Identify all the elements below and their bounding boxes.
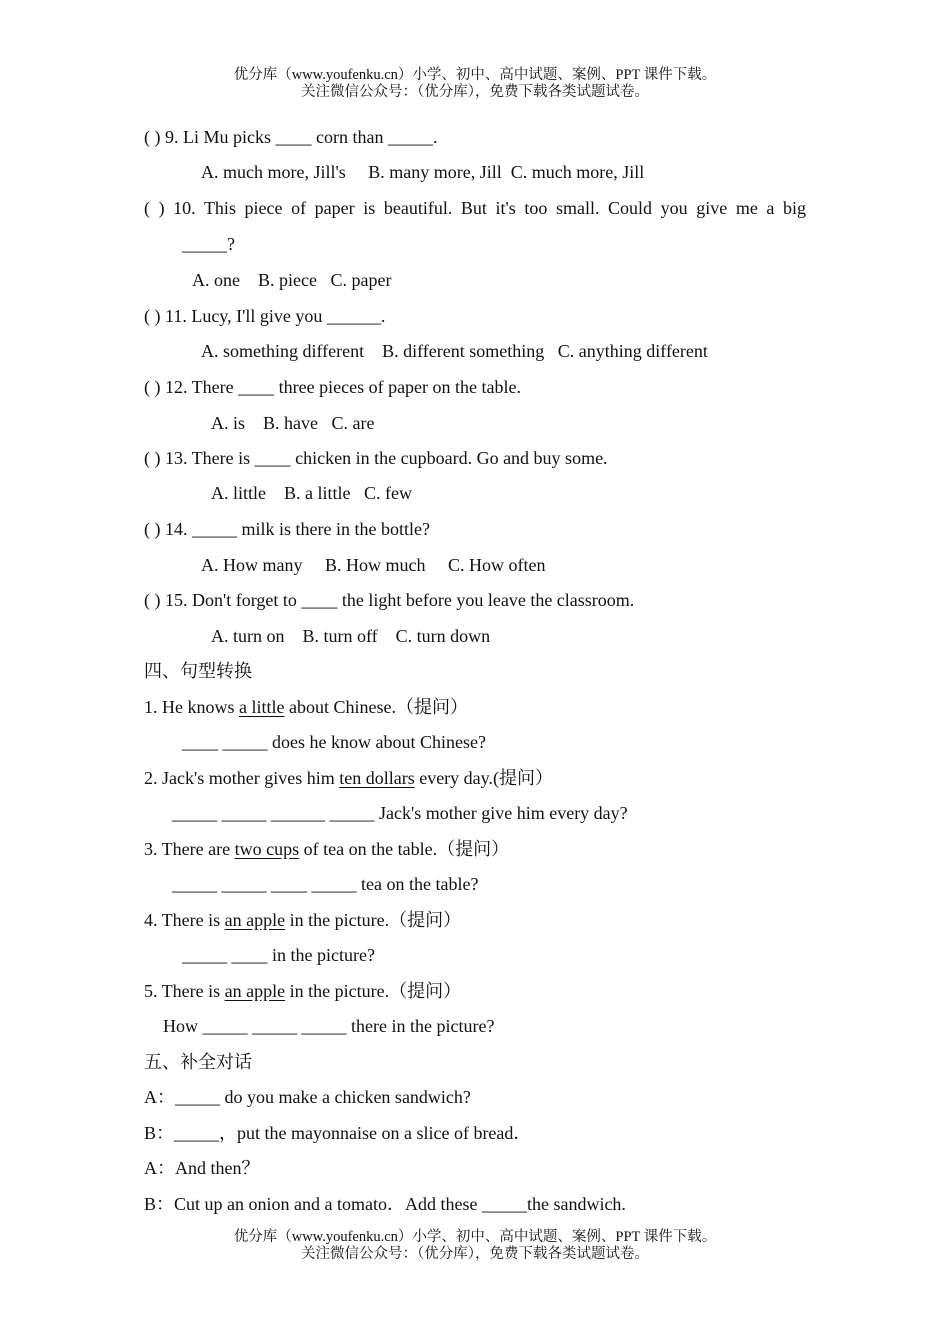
underlined-phrase: a little (239, 697, 285, 717)
question-12-stem: ( ) 12. There ____ three pieces of paper on the table. (144, 377, 522, 397)
transform-item-3: 3. There are two cups of tea on the table.（提问） (144, 839, 510, 859)
header-line-2: 关注微信公众号：（优分库），免费下载各类试题试卷。 (301, 84, 649, 100)
question-15-options: A. turn on B. turn off C. turn down (211, 626, 491, 646)
transform-answer-2: _____ _____ ______ _____ Jack's mother give him every day? (172, 803, 628, 823)
section-5-title: 五、补全对话 (144, 1052, 252, 1072)
underlined-phrase: an apple (224, 910, 286, 930)
question-10-options: A. one B. piece C. paper (192, 270, 392, 290)
question-13-stem: ( ) 13. There is ____ chicken in the cupboard. Go and buy some. (144, 448, 608, 468)
transform-item-1: 1. He knows a little about Chinese.（提问） (144, 697, 468, 717)
question-9-stem: ( ) 9. Li Mu picks ____ corn than _____. (144, 127, 438, 147)
dialogue-line-4: B：Cut up an onion and a tomato．Add these _____the sandwich. (144, 1194, 626, 1214)
question-9-options: A. much more, Jill's B. many more, Jill C. much more, Jill (201, 162, 645, 182)
underlined-phrase: ten dollars (339, 768, 415, 788)
page-footer (0, 1229, 950, 1263)
question-11-stem: ( ) 11. Lucy, I'll give you ______. (144, 306, 386, 326)
page-header (0, 67, 950, 101)
transform-answer-4: _____ ____ in the picture? (182, 945, 375, 965)
question-12-options: A. is B. have C. are (211, 413, 375, 433)
transform-answer-1: ____ _____ does he know about Chinese? (182, 732, 486, 752)
transform-item-2: 2. Jack's mother gives him ten dollars every day.(提问） (144, 768, 553, 788)
dialogue-line-1: A：_____ do you make a chicken sandwich? (144, 1087, 471, 1107)
transform-answer-3: _____ _____ ____ _____ tea on the table? (172, 874, 479, 894)
underlined-phrase: an apple (224, 981, 286, 1001)
footer-line-2: 关注微信公众号：（优分库），免费下载各类试题试卷。 (301, 1246, 649, 1262)
transform-item-5: 5. There is an apple in the picture.（提问） (144, 981, 462, 1001)
dialogue-line-2: B：_____，put the mayonnaise on a slice of bread． (144, 1123, 532, 1143)
dialogue-line-3: A：And then？ (144, 1158, 260, 1178)
transform-item-4: 4. There is an apple in the picture.（提问） (144, 910, 462, 930)
section-4-title: 四、句型转换 (144, 661, 252, 681)
question-10-stem: ( ) 10. This piece of paper is beautiful. But it's too small. Could you give me a big (144, 198, 806, 218)
header-line-1: 优分库（www.youfenku.cn）小学、初中、高中试题、案例、PPT 课件下载。 (233, 67, 717, 83)
question-15-stem: ( ) 15. Don't forget to ____ the light before you leave the classroom. (144, 590, 635, 610)
question-13-options: A. little B. a little C. few (211, 483, 412, 503)
question-11-options: A. something different B. different something C. anything different (201, 341, 708, 361)
footer-line-1: 优分库（www.youfenku.cn）小学、初中、高中试题、案例、PPT 课件下载。 (233, 1229, 717, 1245)
transform-answer-5: How _____ _____ _____ there in the picture? (163, 1016, 495, 1036)
question-10-stem-continued: _____? (182, 234, 235, 254)
question-14-stem: ( ) 14. _____ milk is there in the bottle? (144, 519, 430, 539)
underlined-phrase: two cups (234, 839, 300, 859)
question-14-options: A. How many B. How much C. How often (201, 555, 546, 575)
